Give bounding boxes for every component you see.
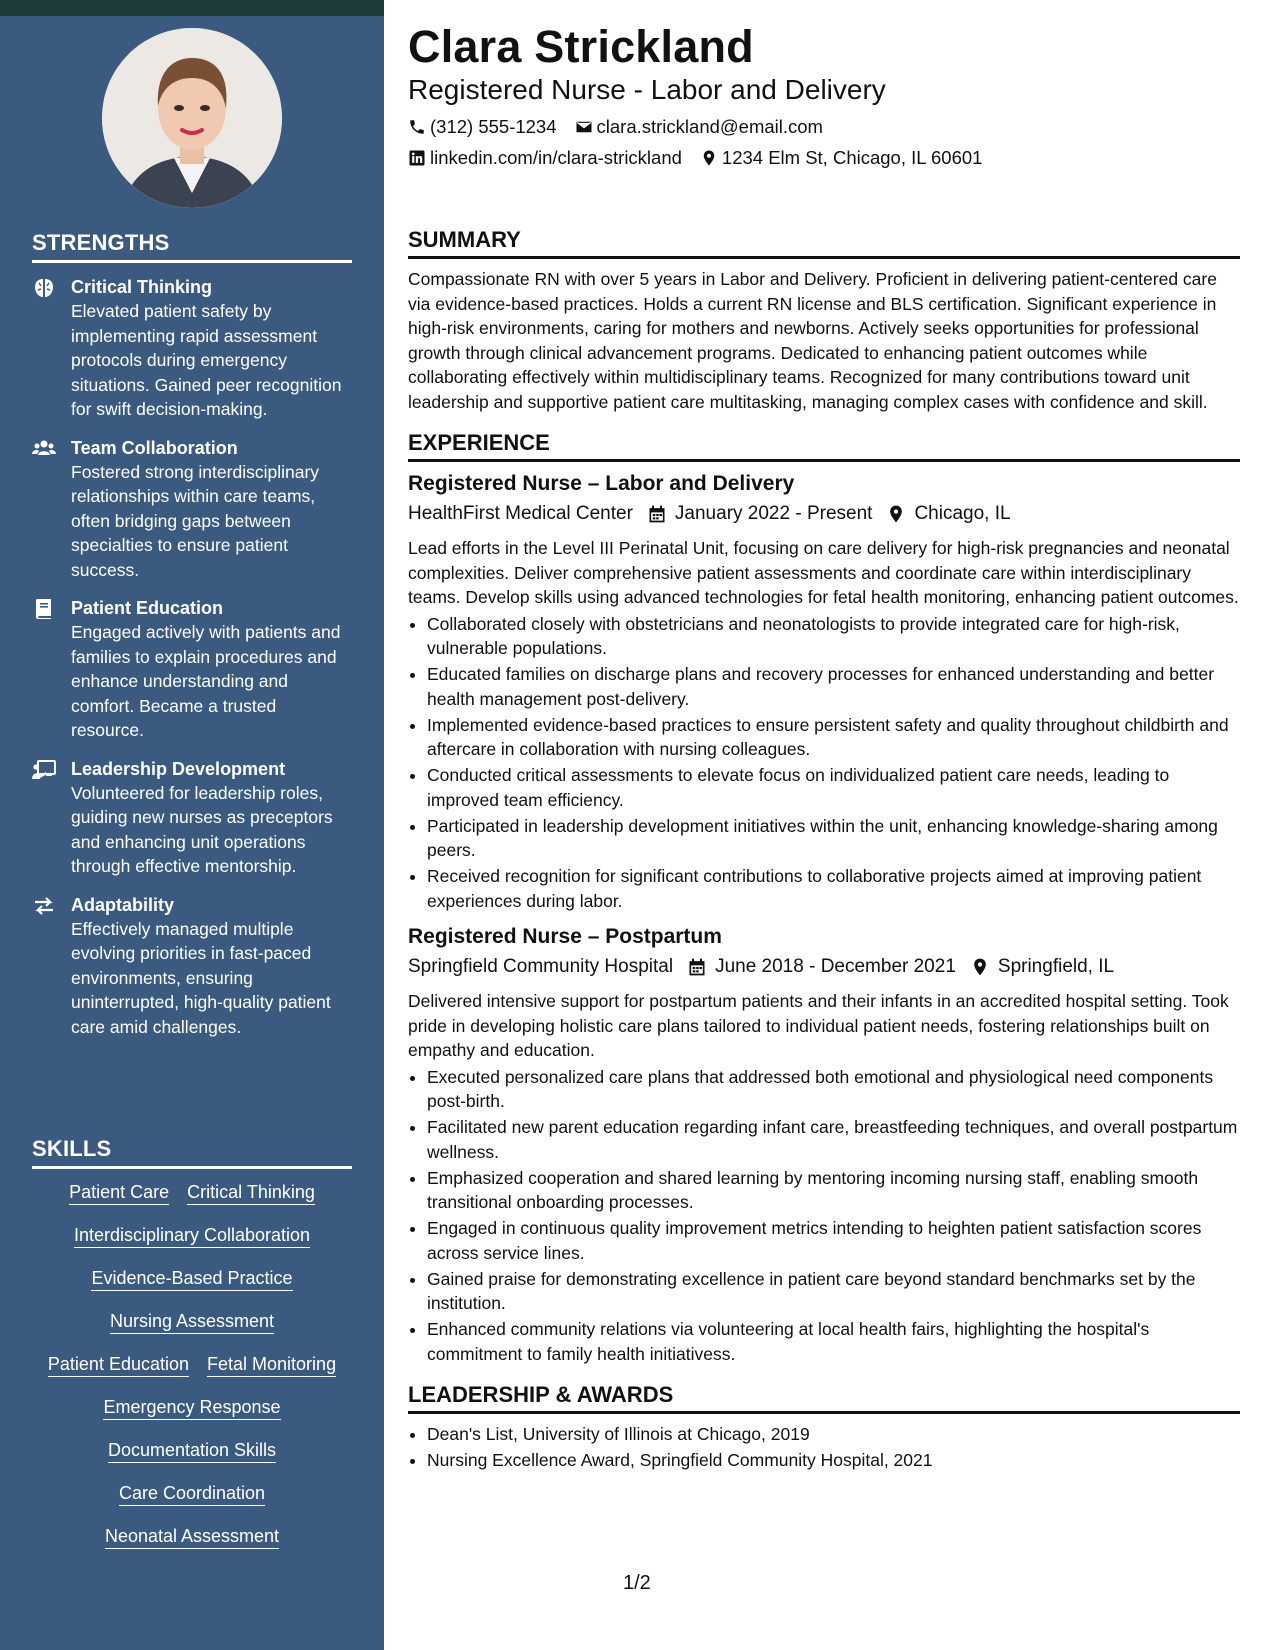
awards-heading: LEADERSHIP & AWARDS xyxy=(408,1382,1240,1414)
strength-desc: Effectively managed multiple evolving priorities in fast-paced environments, ensuring uninterrupted, high-quality patient care amid challenges. xyxy=(71,918,331,1037)
summary-section xyxy=(408,227,1240,414)
job-bullet: • Participated in leadership development initiatives within the unit, enhancing knowledge-sharing among peers. xyxy=(427,814,1240,863)
job-meta xyxy=(408,953,1240,981)
strength-title: Team Collaboration xyxy=(71,437,238,458)
phone-icon xyxy=(408,118,426,136)
skill-row xyxy=(32,1267,352,1291)
email-text: clara.strickland@email.com xyxy=(596,116,823,137)
skill-row xyxy=(32,1482,352,1506)
job-bullets xyxy=(408,1065,1240,1367)
skill-tag: Critical Thinking xyxy=(187,1181,315,1205)
profile-photo xyxy=(102,28,282,208)
skill-row xyxy=(32,1525,352,1549)
skill-row xyxy=(32,1353,352,1377)
strength-desc: Engaged actively with patients and families to explain procedures and enhance understanding and comfort. Became a trusted resource. xyxy=(71,622,341,740)
skills-section xyxy=(32,1136,352,1568)
book-icon xyxy=(32,598,56,620)
contact-row-1 xyxy=(408,116,1240,138)
job-bullet: • Executed personalized care plans that addressed both emotional and physiological need components post-birth. xyxy=(427,1065,1240,1114)
map-pin-icon xyxy=(700,149,718,167)
skill-row xyxy=(32,1181,352,1205)
job-title: Registered Nurse – Postpartum xyxy=(408,925,722,948)
job-bullet: • Implemented evidence-based practices to ensure persistent safety and quality throughout childbirth and aftercare in collaboration with nursing colleagues. xyxy=(427,713,1240,762)
job-entry xyxy=(408,923,1240,1366)
skill-tag: Patient Care xyxy=(69,1181,169,1205)
skill-row xyxy=(32,1224,352,1248)
skill-tag: Emergency Response xyxy=(103,1396,280,1420)
job-description: Lead efforts in the Level III Perinatal Unit, focusing on care delivery for high-risk pregnancies and neonatal complexities. Deliver comprehensive patient assessments and coordinate care within interdisciplinary teams. Develop skills using advanced technologies for fetal health monitoring, enhancing patient outcomes. xyxy=(408,538,1239,607)
job-meta xyxy=(408,500,1240,528)
job-entry xyxy=(408,470,1240,913)
strength-desc: Fostered strong interdisciplinary relationships within care teams, often bridging gaps between specialties to ensure patient success. xyxy=(71,461,320,580)
candidate-role: Registered Nurse - Labor and Delivery xyxy=(408,74,886,105)
job-dates xyxy=(647,500,873,528)
job-bullet: • Educated families on discharge plans and recovery processes for enhanced understanding and better health management post-delivery. xyxy=(427,662,1240,711)
candidate-name: Clara Strickland xyxy=(408,21,754,72)
job-bullet: • Facilitated new parent education regarding infant care, breastfeeding techniques, and overall postpartum wellness. xyxy=(427,1115,1240,1164)
skill-row xyxy=(32,1396,352,1420)
sidebar-top-band xyxy=(0,0,384,16)
sidebar xyxy=(0,16,384,1650)
strength-title: Adaptability xyxy=(71,894,175,915)
job-dates-text: January 2022 - Present xyxy=(674,503,873,524)
skill-row xyxy=(32,1310,352,1334)
job-bullet: • Collaborated closely with obstetricians and neonatologists to provide integrated care for high-risk, vulnerable populations. xyxy=(427,612,1240,661)
job-dates-text: June 2018 - December 2021 xyxy=(715,956,956,977)
strength-item xyxy=(32,757,352,879)
job-bullet: • Conducted critical assessments to elevate focus on individualized patient care needs, leading to improved team efficiency. xyxy=(427,763,1240,812)
contact-row-2 xyxy=(408,147,1240,169)
contact-address xyxy=(700,147,983,169)
map-pin-icon xyxy=(886,504,906,524)
strength-desc: Volunteered for leadership roles, guiding new nurses as preceptors and enhancing unit operations through effective mentorship. xyxy=(71,782,333,876)
job-bullet: • Received recognition for significant contributions to collaborative projects aimed at improving patient experiences during labor. xyxy=(427,864,1240,913)
brain-icon xyxy=(32,277,56,299)
job-bullet: • Engaged in continuous quality improvement metrics intending to heighten patient satisfaction scores across service lines. xyxy=(427,1216,1240,1265)
strength-title: Leadership Development xyxy=(71,758,286,779)
strength-title: Patient Education xyxy=(71,598,224,618)
awards-section xyxy=(408,1382,1240,1473)
job-location-text: Springfield, IL xyxy=(997,956,1115,977)
skill-tag: Neonatal Assessment xyxy=(105,1525,279,1549)
team-icon xyxy=(32,438,56,460)
award-item: • Dean's List, University of Illinois at Chicago, 2019 xyxy=(427,1422,1240,1447)
job-bullet: • Enhanced community relations via volunteering at local health fairs, highlighting the hospital's commitment to family health initiativess. xyxy=(427,1317,1240,1366)
job-dates xyxy=(687,953,956,981)
award-item: • Nursing Excellence Award, Springfield Community Hospital, 2021 xyxy=(427,1448,1240,1473)
map-pin-icon xyxy=(970,957,990,977)
main-content xyxy=(408,20,1240,1474)
linkedin-icon xyxy=(408,149,426,167)
address-text: 1234 Elm St, Chicago, IL 60601 xyxy=(721,147,983,168)
linkedin-text: linkedin.com/in/clara-strickland xyxy=(430,147,682,168)
experience-section xyxy=(408,430,1240,1366)
skill-tag: Documentation Skills xyxy=(108,1439,276,1463)
arrows-swap-icon xyxy=(32,895,56,917)
experience-heading: EXPERIENCE xyxy=(408,430,1240,462)
calendar-icon xyxy=(687,957,707,977)
contact-linkedin[interactable] xyxy=(408,147,682,169)
skill-tag: Patient Education xyxy=(48,1353,189,1377)
summary-heading: SUMMARY xyxy=(408,227,1240,259)
job-location-text: Chicago, IL xyxy=(914,503,1011,524)
strength-item xyxy=(32,436,352,583)
strength-item xyxy=(32,596,352,743)
skill-tag: Evidence-Based Practice xyxy=(91,1267,292,1291)
job-description: Delivered intensive support for postpartum patients and their infants in an accredited hospital setting. Took pride in developing holistic care plans tailored to individual patient needs, fostering relationships built on empathy and education. xyxy=(408,991,1229,1060)
job-title: Registered Nurse – Labor and Delivery xyxy=(408,472,795,495)
calendar-icon xyxy=(647,504,667,524)
strengths-heading: STRENGTHS xyxy=(32,230,352,263)
strength-desc: Elevated patient safety by implementing rapid assessment protocols during emergency situations. Gained peer recognition for swift decision-making. xyxy=(71,301,342,419)
page-number: 1/2 xyxy=(623,1572,651,1594)
presentation-icon xyxy=(32,759,56,781)
strength-item xyxy=(32,275,352,422)
job-company: Springfield Community Hospital xyxy=(408,956,674,977)
skill-tag: Fetal Monitoring xyxy=(207,1353,336,1377)
job-location xyxy=(886,500,1010,528)
job-bullet: • Gained praise for demonstrating excellence in patient care beyond standard benchmarks set by the institution. xyxy=(427,1267,1240,1316)
contact-phone[interactable] xyxy=(408,116,557,138)
job-location xyxy=(970,953,1114,981)
skills-heading: SKILLS xyxy=(32,1136,352,1169)
job-bullet: • Emphasized cooperation and shared learning by mentoring incoming nursing staff, enabling smooth transitional onboarding processes. xyxy=(427,1166,1240,1215)
skill-tag: Nursing Assessment xyxy=(110,1310,274,1334)
strength-title: Critical Thinking xyxy=(71,277,213,297)
strength-item xyxy=(32,893,352,1040)
skill-tag: Interdisciplinary Collaboration xyxy=(74,1224,310,1248)
job-bullets xyxy=(408,612,1240,914)
phone-text: (312) 555-1234 xyxy=(430,116,557,137)
awards-list xyxy=(408,1422,1240,1473)
skill-tag: Care Coordination xyxy=(119,1482,265,1506)
strengths-section xyxy=(32,230,352,1053)
job-company: HealthFirst Medical Center xyxy=(408,503,633,524)
envelope-icon xyxy=(575,118,593,136)
contact-email[interactable] xyxy=(575,116,823,138)
portrait-image xyxy=(102,28,282,208)
summary-text: Compassionate RN with over 5 years in Labor and Delivery. Proficient in delivering patient-centered care via evidence-based practices. Holds a current RN license and BLS certification. Significant experience in high-risk environments, caring for mothers and newborns. Actively seeks opportunities for professional growth through clinical advancement programs. Dedicated to enhancing patient outcomes while collaborating effectively within multidisciplinary teams. Recognized for many contributions toward unit leadership and supportive patient care multitasking, managing complex cases with confidence and skill. xyxy=(408,269,1217,412)
skill-row xyxy=(32,1439,352,1463)
